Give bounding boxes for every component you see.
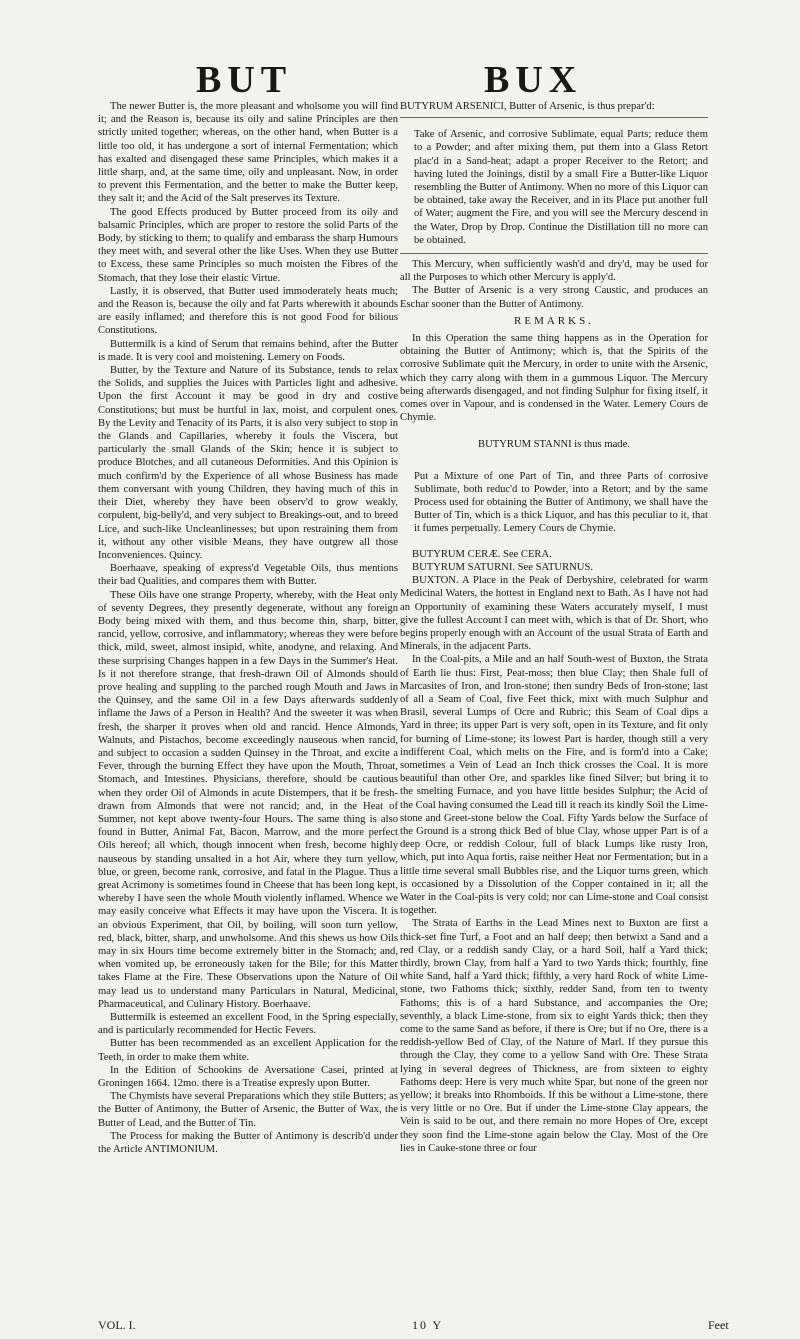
paragraph: These Oils have one strange Property, whereby, with the Heat only of seventy Degrees, they presently degenerate, without any foreign Body being mixed with them, and thus become thin, sharp, bitter, rancid, yellow, corrosive, and inflammatory; whereas they were before thick, mild, sweet, almost insipid, white, anodyne, and relaxing. And these surprising Changes happen in a few Days in the Summer's Heat. Is it not therefore strange, that fresh-drawn Oil of Almonds should prove healing and suppling to the parched rough Mouth and Jaws in the Quinsey, and the same Oil in a few Days afterwards suddenly inflame the Jaws of a Person in Health? And the sweeter it was when fresh, the sharper it proves when old and rancid. Hence Almonds, Walnuts, and Pistachos, become exceedingly nauseous when rancid, and subject to occasion a sudden Quinsey in the Throat, and excite a Fever, through the burning Effect they have upon the Mouth, Throat, Stomach, and Intestines. Physicians, therefore, should be cautious when they order Oil of Almonds in acute Distempers, that it be fresh-drawn from Almonds that were not rancid; and, in the Heat of Summer, not kept above twenty-four Hours. The same thing is also found in Butter, Animal Fat, Bacon, Marrow, and the more perfect Oils hereof; all which, though innocent when fresh, become highly nauseous by standing unsalted in a hot Air, where they turn yellow, blue, or green, become rank, corrosive, and fatal in the Plague. Thus a great Acrimony is sometimes found in Cheese that has been long kept, whereby I have seen the whole Mouth violently inflamed. Whence we may easily conceive what Effects it may have upon the Viscera. It is an obvious Experiment, that Oil, by boiling, will soon turn yellow, red, black, bitter, sharp, and unwholsome. And this shews us how Oils may in six Hours time become extremely bitter in the Stomach; and, when vomited up, be erroneously taken for the Bile; for this Matter takes Flame at the Fire. These Observations upon the Nature of Oil may lead us to understand many Particulars in Natural, Medicinal, Pharmaceutical, and Culinary History. Boerhaave. — [98, 589, 398, 1010]
running-head-right: BUX — [484, 59, 583, 101]
volume-label: VOL. I. — [98, 1318, 136, 1332]
paragraph: The Chymists have several Preparations which they stile Butters; as the Butter of Antimony, the Butter of Arsenic, the Butter of Wax, the Butter of Lead, and the Butter of Tin. — [98, 1091, 398, 1129]
paragraph: The Butter of Arsenic is a very strong Caustic, and produces an Eschar sooner than the Butter of Antimony. — [400, 285, 708, 310]
left-column — [98, 100, 398, 1325]
recipe-arsenic: Take of Arsenic, and corrosive Sublimate, equal Parts; reduce them to a Powder; and after mixing them, put them into a Glass Retort plac'd in a Sand-heat; adapt a proper Receiver to the Retort; and having luted the Joinings, distil by a small Fire a Butter-like Liquor resembling the Butter of Antimony. When no more of this Liquor can be obtained, take away the Receiver, and in its Place put another full of Water; augment the Fire, and you will see the Mercury descend in the Water, Drop by Drop. Continue the Distillation till no more can be obtained. — [414, 129, 708, 246]
divider — [400, 117, 708, 118]
paragraph: This Mercury, when sufficiently wash'd and dry'd, may be used for all the Purposes to which other Mercury is apply'd. — [400, 259, 708, 284]
signature-mark: 10 Y — [412, 1318, 444, 1332]
paragraph: In the Edition of Schookins de Aversatione Casei, printed at Groningen 1664. 12mo. there is a Treatise expresly upon Butter. — [98, 1064, 398, 1090]
paragraph: The newer Butter is, the more pleasant and wholsome you will find it; and the Reason is, because its oily and saline Principles are then strictly united together; whereas, on the other hand, when Butter is a little too old, it has undergone a sort of internal Fermentation; which has exalted and disengaged these same Principles, which makes it a little sharp, and, at the same time, oily and unpleasant. Now, in order to prevent this Fermentation, and the better to make the Butter keep, they salt it; and the Acid of the Salt preserves its Texture. — [98, 101, 398, 205]
paragraph: Buttermilk is a kind of Serum that remains behind, after the Butter is made. It is very cool and moistening. Lemery on Foods. — [98, 338, 398, 363]
divider — [400, 253, 708, 254]
remarks-text: In this Operation the same thing happens as in the Operation for obtaining the Butter of Antimony; which is, that the Spirits of the corrosive Sublimate quit the Mercury, in order to unite with the Arsenic, which they carry along with them in a gummous Liquor. The Mercury being afterwards disengaged, and not finding Sulphur for fixing itself, it comes over in Vapour, and is condensed in the Water. Lemery Cours de Chymie. — [400, 333, 708, 424]
entry-saturni: BUTYRUM SATURNI. See SATURNUS. — [412, 561, 593, 573]
remarks-heading: REMARKS. — [514, 314, 594, 327]
paragraph: In the Coal-pits, a Mile and an half South-west of Buxton, the Strata of Earth lie thus: First, Peat-moss; then blue Clay; then Shale full of Marcasites of Iron, and Iron-stone; then sundry Beds of Iron-stone; last of all a Seam of Coal, five Feet thick, mixt with much Sulphur and Brasil, several Lumps of Ocre and Rubric; this Seam of Coal dips a Yard in three; its upper Part is very soft, open in its Texture, and fit only for burning of Lime-stone; its lowest Part is harder, though still a very indifferent Coal, which melts on the Fire, and is form'd into a Cake; sometimes a Vein of Lead an Inch thick crosses the Coal. It is more beautiful than other Ore, and sparkles like fined Silver; but bring it to the smelting Furnace, and you have little besides Sulphur; the Acid of the Coal having consumed the Lead till it reach its kindly Soil the Lime-stone and Greet-stone below the Coal. Fifty Yards below the Surface of the Ground is a strong thick Bed of blue Clay, whose upper Part is of a deep Ocre, or reddish Colour, full of black Lumps like rusty Iron, which, put into Aqua fortis, raise neither Heat nor Fermentation; but in a little time several small Bubbles rise, and the Liquor turns green, which is occasioned by a Dissolution of the Copper contained in it; all the Water in the Coal-pits is very cold; nor can Lime-stone and Coal consist together. — [400, 654, 708, 917]
paragraph: Buttermilk is esteemed an excellent Food, in the Spring especially, and is particularly recommended for Hectic Fevers. — [98, 1012, 398, 1037]
paragraph: The good Effects produced by Butter proceed from its oily and balsamic Principles, which are proper to restore the solid Parts of the Body, by sticking to them; to qualify and embarass the sharp Humours they meet with, and several other the like Uses. When they use Butter to Excess, these same Principles so much moisten the Fibres of the Stomach, that they lose their elastic Virtue. — [98, 206, 398, 284]
paragraph: The Process for making the Butter of Antimony is describ'd under the Article ANTIMONIUM. — [98, 1130, 398, 1156]
right-column — [400, 100, 708, 1315]
stanni-heading: BUTYRUM STANNI is thus made. — [478, 439, 630, 451]
entry-buxton: BUXTON. A Place in the Peak of Derbyshire, celebrated for warm Medicinal Waters, the hottest in England next to Bath. As I have not had an Opportunity of examining these Waters accurately myself, I must give the fullest Account I can meet with, which is that of Dr. Short, who begins properly enough with an Account of the usual Strata of Earth and Minerals, in the adjacent Parts. — [400, 575, 708, 653]
paragraph: Boerhaave, speaking of express'd Vegetable Oils, thus mentions their bad Qualities, and compares them with Butter. — [98, 563, 398, 588]
paragraph: The Strata of Earths in the Lead Mines next to Buxton are first a thick-set fine Turf, a Foot and an half deep; then betwixt a Sand and a red Clay, or a reddish sandy Clay, or a hard Soil, half a Yard thick; thirdly, brown Clay, from half a Yard to two Yards thick; fourthly, fine white Sand, half a Yard thick; fifthly, a very hard Rock of white Lime-stone, two Fathoms thick; sixthly, redder Sand, from ten to twenty Fathoms; this is of a hard Substance, and accompanies the Ore; seventhly, a black Lime-stone, from six to eight Yards thick; then they come to the same Sand as before, if there is Ore; but if no Ore, there is a reddish-yellow Bed of Clay, of the Nature of Marl. If they pursue this through the Clay, they come to a yellow Sand with Ore. These Strata lying in several degrees of Thickness, are from sixteen to eighty Fathoms deep: Here is very much white Spar, but none of the green nor yellow; it breaks into Rhomboids. If this be without a Lime-stone, there is very little or no Ore. But if under the Lime-stone Clay appears, the Vein is said to be out, and there remain no more Hopes of Ore, except they soon find the Lime-stone again below the Clay. Most of the Ore lies in Cauke-stone three or four — [400, 918, 708, 1154]
running-head-left: BUT — [196, 59, 293, 101]
paragraph: Butter has been recommended as an excellent Application for the Teeth, in order to make them white. — [98, 1038, 398, 1063]
recipe-tin: Put a Mixture of one Part of Tin, and three Parts of corrosive Sublimate, both reduc'd to Powder, into a Retort; and by the same Process used for obtaining the Butter of Antimony, we shall have the Butter of Tin, which is a thick Liquor, and has this peculiar to it, that it fumes perpetually. Lemery Cours de Chymie. — [414, 470, 708, 535]
paragraph: Lastly, it is observed, that Butter used immoderately heats much; and the Reason is, because the oily and fat Parts wherewith it abounds are easily inflamed; and therefore this is not good Food for bilious Constitutions. — [98, 285, 398, 337]
entry-arsenici: BUTYRUM ARSENICI, Butter of Arsenic, is thus prepar'd: — [400, 101, 655, 112]
catchword: Feet — [708, 1318, 729, 1332]
entry-cerae: BUTYRUM CERÆ. See CERA. — [412, 548, 552, 560]
paragraph: Butter, by the Texture and Nature of its Substance, tends to relax the Solids, and supplies the Juices with Particles light and adhesive. Upon the first Account it may be good in dry and costive Constitutions; but must be hurtful in lax, moist, and corpulent ones. By the Levity and Tenacity of its Parts, it is also very subject to stop in the Glands and Capillaries, whereby it fouls the Viscera, but particularly the small Glands of the Skin; hence it is subject to produce Blotches, and all cutaneous Deformities. And this Opinion is much confirm'd by the Experience of all whose Business has made them conversant with young Children, they having much of this in their Diet, whereby they have been observ'd to grow weakly, corpulent, big-belly'd, and very subject to Breakings-out, and to breed Lice, and such-like Uncleanlinesses; but upon restraining them from it, without any other visible Means, they have outgrew all those Inconveniences. Quincy. — [98, 365, 398, 561]
